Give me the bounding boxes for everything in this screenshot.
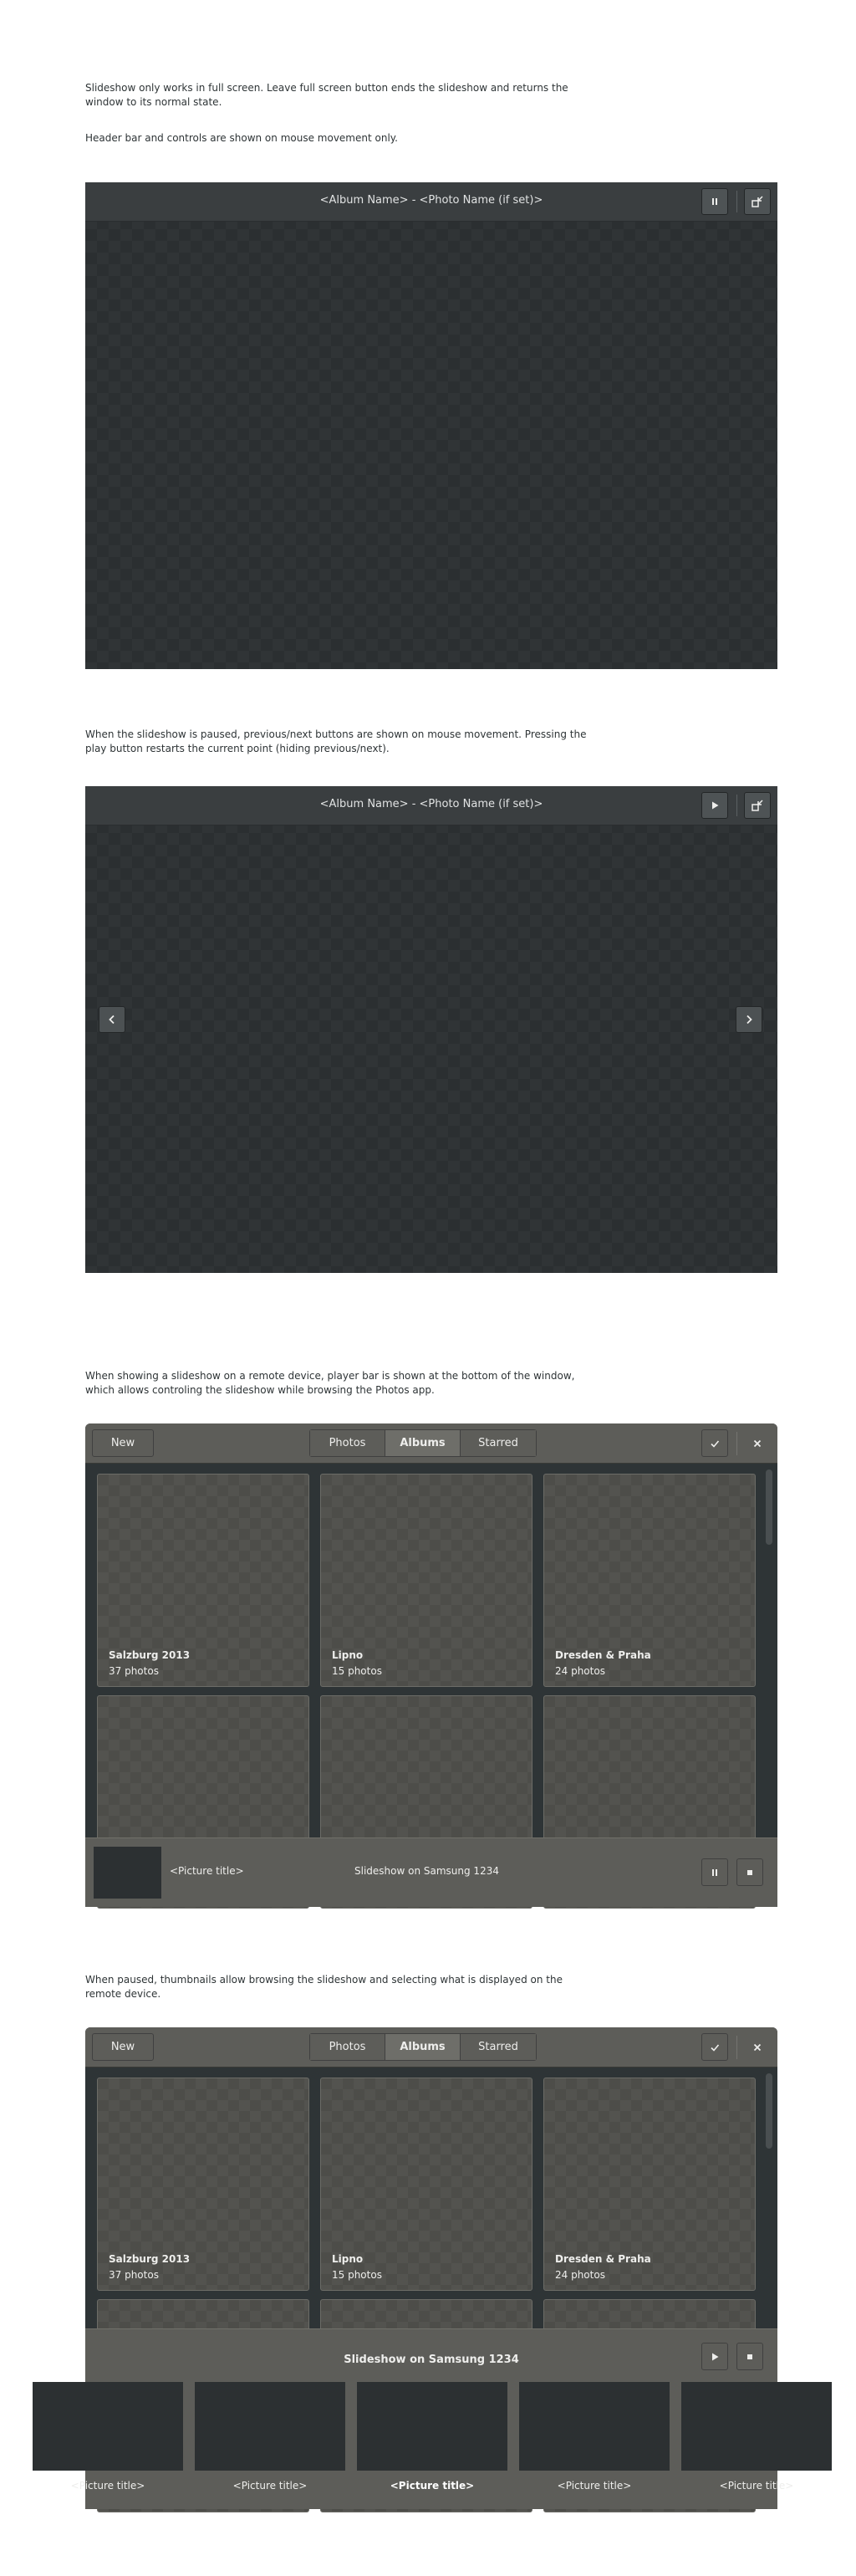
tab-photos[interactable]: Photos <box>310 1430 385 1456</box>
select-button[interactable] <box>701 1429 728 1457</box>
album-count: 15 photos <box>332 1665 382 1677</box>
chevron-left-icon <box>107 1015 117 1025</box>
note-remote-paused: When paused, thumbnails allow browsing the slideshow and selecting what is displayed on the remote device. <box>85 1974 563 2000</box>
strip-label: <Picture title> <box>70 2480 145 2492</box>
view-switcher <box>309 2033 537 2061</box>
strip-thumbnail[interactable] <box>33 2382 183 2471</box>
album-card[interactable] <box>320 1474 532 1687</box>
play-icon <box>710 800 720 810</box>
album-count: 37 photos <box>109 1665 159 1677</box>
tab-photos[interactable]: Photos <box>310 2034 385 2060</box>
album-count: 37 photos <box>109 2269 159 2281</box>
album-count: 15 photos <box>332 2269 382 2281</box>
stop-button[interactable] <box>736 2343 763 2370</box>
scrollbar[interactable] <box>766 1469 772 1545</box>
photos-app-window-remote <box>85 1423 777 1907</box>
leave-fullscreen-icon <box>751 195 764 208</box>
album-name: Dresden & Praha <box>555 2253 651 2265</box>
slideshow-title: <Album Name> - <Photo Name (if set)> <box>319 194 543 207</box>
pause-icon <box>710 197 720 207</box>
slideshow-status: Slideshow on Samsung 1234 <box>344 2354 519 2366</box>
strip-label: <Picture title> <box>557 2480 632 2492</box>
slideshow-window-paused <box>85 786 777 1273</box>
slideshow-window-playing <box>85 182 777 669</box>
tab-albums[interactable]: Albums <box>385 2034 461 2060</box>
strip-thumbnail[interactable] <box>681 2382 832 2471</box>
stop-icon <box>745 2352 755 2362</box>
close-icon <box>752 2042 762 2052</box>
scrollbar[interactable] <box>766 2073 772 2149</box>
strip-thumbnail-selected[interactable] <box>357 2382 507 2471</box>
header-separator <box>736 191 737 212</box>
app-header-bar <box>85 1423 777 1464</box>
close-button[interactable] <box>744 2033 771 2061</box>
app-header-bar <box>85 2027 777 2067</box>
strip-label: <Picture title> <box>232 2480 308 2492</box>
next-button[interactable] <box>736 1006 762 1033</box>
tab-starred[interactable]: Starred <box>461 1430 536 1456</box>
picture-title: <Picture title> <box>170 1865 244 1877</box>
album-card[interactable] <box>320 2078 532 2291</box>
header-separator <box>736 1432 737 1455</box>
leave-fullscreen-button[interactable] <box>744 792 771 819</box>
new-button[interactable]: New <box>92 1429 154 1457</box>
play-button[interactable] <box>701 792 728 819</box>
album-name: Lipno <box>332 2253 364 2265</box>
stop-button[interactable] <box>736 1858 763 1886</box>
album-name: Dresden & Praha <box>555 1649 651 1661</box>
play-button[interactable] <box>701 2343 728 2370</box>
album-count: 24 photos <box>555 1665 605 1677</box>
checkmark-icon <box>710 2042 720 2052</box>
album-card[interactable] <box>543 2078 756 2291</box>
slideshow-title: <Album Name> - <Photo Name (if set)> <box>319 798 543 810</box>
note-fullscreen: Slideshow only works in full screen. Leave full screen button ends the slideshow and returns the window to its normal state. <box>85 82 568 108</box>
slideshow-status: Slideshow on Samsung 1234 <box>354 1865 499 1877</box>
leave-fullscreen-icon <box>751 799 764 812</box>
album-count: 24 photos <box>555 2269 605 2281</box>
note-remote: When showing a slideshow on a remote device, player bar is shown at the bottom of the window, which allows controling the slideshow while browsing the Photos app. <box>85 1370 575 1396</box>
player-bar-expanded <box>70 2328 794 2509</box>
note-paused: When the slideshow is paused, previous/next buttons are shown on mouse movement. Pressing the play button restarts the current point (hiding previous/next). <box>85 728 587 754</box>
album-card[interactable] <box>97 1474 309 1687</box>
select-button[interactable] <box>701 2033 728 2061</box>
checkmark-icon <box>710 1439 720 1449</box>
leave-fullscreen-button[interactable] <box>744 188 771 215</box>
chevron-right-icon <box>744 1015 754 1025</box>
header-separator <box>736 2036 737 2059</box>
tab-starred[interactable]: Starred <box>461 2034 536 2060</box>
pause-button[interactable] <box>701 1858 728 1886</box>
album-card[interactable] <box>543 1474 756 1687</box>
album-name: Salzburg 2013 <box>109 2253 191 2265</box>
stop-icon <box>745 1868 755 1878</box>
pause-icon <box>710 1868 720 1878</box>
photos-app-window-remote-paused <box>70 2027 794 2509</box>
header-separator <box>736 795 737 816</box>
view-switcher <box>309 1429 537 1457</box>
strip-label: <Picture title> <box>719 2480 794 2492</box>
tab-albums[interactable]: Albums <box>385 1430 461 1456</box>
album-card[interactable] <box>97 2078 309 2291</box>
previous-button[interactable] <box>99 1006 125 1033</box>
strip-label-selected: <Picture title> <box>390 2480 475 2492</box>
close-icon <box>752 1439 762 1449</box>
new-button[interactable]: New <box>92 2033 154 2061</box>
slideshow-header-bar <box>85 182 777 222</box>
note-mouse-movement: Header bar and controls are shown on mouse movement only. <box>85 132 398 144</box>
current-picture-thumbnail[interactable] <box>94 1847 161 1899</box>
player-bar <box>85 1837 777 1907</box>
pause-button[interactable] <box>701 188 728 215</box>
close-button[interactable] <box>744 1429 771 1457</box>
slideshow-header-bar <box>85 786 777 825</box>
strip-thumbnail[interactable] <box>519 2382 670 2471</box>
play-icon <box>710 2352 720 2362</box>
album-name: Lipno <box>332 1649 364 1661</box>
album-name: Salzburg 2013 <box>109 1649 191 1661</box>
strip-thumbnail[interactable] <box>195 2382 345 2471</box>
